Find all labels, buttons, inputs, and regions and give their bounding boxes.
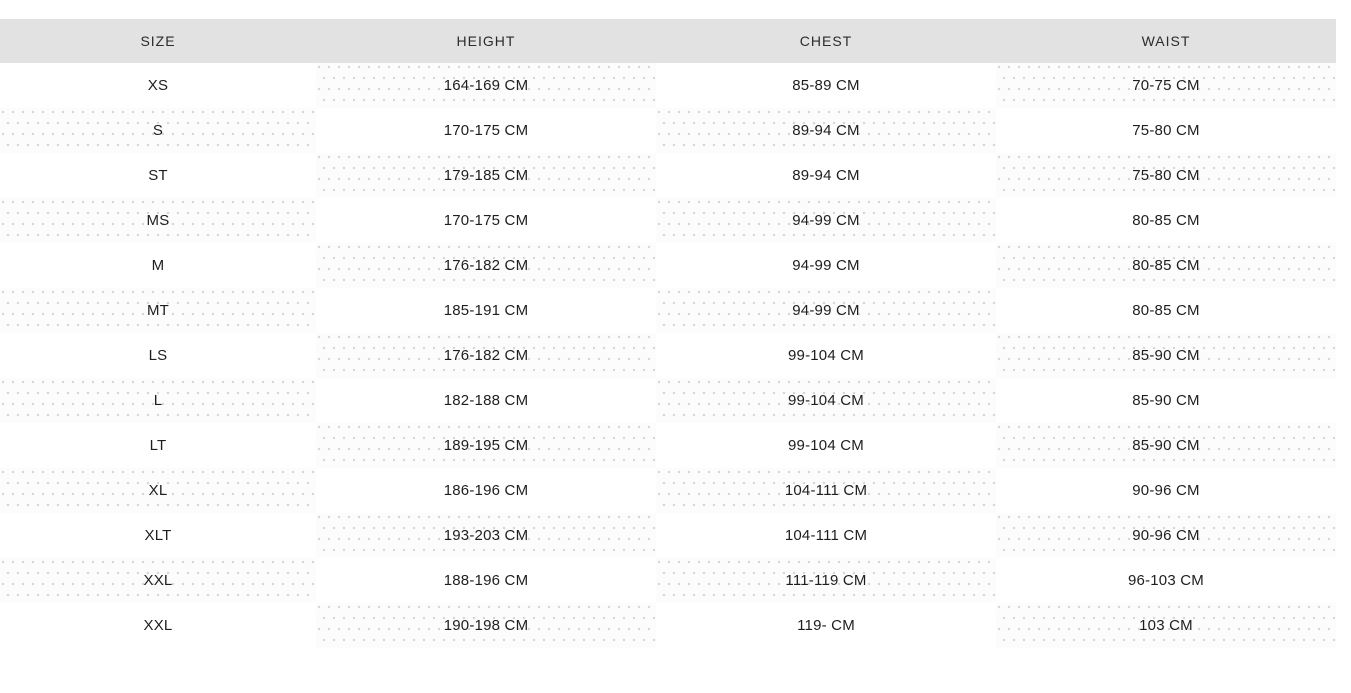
cell-chest: 85-89 CM (792, 77, 860, 94)
cell-height: 189-195 CM (316, 423, 656, 468)
column-header-chest: CHEST (799, 33, 853, 49)
size-chart-table (0, 19, 1336, 648)
cell-chest: 119- CM (797, 617, 855, 634)
cell-size: LT (149, 437, 167, 454)
cell-height: 193-203 CM (316, 513, 656, 558)
table-row (0, 243, 1336, 288)
cell-height: 188-196 CM (443, 572, 529, 589)
cell-size: LS (148, 347, 168, 364)
cell-size: M (151, 257, 165, 274)
table-row (0, 468, 1336, 513)
table-row (0, 333, 1336, 378)
cell-height: 176-182 CM (316, 333, 656, 378)
cell-chest: 89-94 CM (656, 108, 996, 153)
cell-size: XXL (0, 558, 316, 603)
cell-height: 190-198 CM (316, 603, 656, 648)
column-header-height: HEIGHT (456, 33, 516, 49)
cell-size: XL (0, 468, 316, 513)
cell-chest: 111-119 CM (656, 558, 996, 603)
cell-waist: 70-75 CM (996, 63, 1336, 108)
table-row (0, 378, 1336, 423)
table-row (0, 423, 1336, 468)
cell-waist: 85-90 CM (1132, 392, 1200, 409)
cell-height: 185-191 CM (443, 302, 529, 319)
cell-chest: 104-111 CM (656, 468, 996, 513)
cell-waist: 90-96 CM (1132, 482, 1200, 499)
column-header-size: SIZE (140, 33, 176, 49)
cell-waist: 96-103 CM (1127, 572, 1204, 589)
cell-chest: 99-104 CM (656, 378, 996, 423)
cell-height: 186-196 CM (443, 482, 529, 499)
cell-size: XXL (143, 617, 173, 634)
cell-waist: 85-90 CM (996, 423, 1336, 468)
cell-waist: 90-96 CM (996, 513, 1336, 558)
cell-height: 182-188 CM (443, 392, 529, 409)
cell-chest: 99-104 CM (787, 347, 864, 364)
cell-size: XS (147, 77, 169, 94)
table-header-row (0, 19, 1336, 63)
cell-size: L (0, 378, 316, 423)
cell-chest: 94-99 CM (656, 288, 996, 333)
cell-waist: 80-85 CM (1132, 212, 1200, 229)
cell-size: S (0, 108, 316, 153)
table-row (0, 513, 1336, 558)
cell-chest: 89-94 CM (792, 167, 860, 184)
cell-waist: 75-80 CM (1132, 122, 1200, 139)
cell-height: 170-175 CM (443, 122, 529, 139)
cell-waist: 85-90 CM (996, 333, 1336, 378)
table-body (0, 63, 1336, 648)
cell-chest: 94-99 CM (656, 198, 996, 243)
cell-height: 170-175 CM (443, 212, 529, 229)
cell-waist: 103 CM (996, 603, 1336, 648)
cell-waist: 80-85 CM (996, 243, 1336, 288)
cell-height: 176-182 CM (316, 243, 656, 288)
cell-waist: 80-85 CM (1132, 302, 1200, 319)
table-row (0, 198, 1336, 243)
cell-height: 164-169 CM (316, 63, 656, 108)
table-row (0, 558, 1336, 603)
cell-size: XLT (144, 527, 172, 544)
cell-chest: 94-99 CM (792, 257, 860, 274)
table-row (0, 63, 1336, 108)
table-row (0, 288, 1336, 333)
cell-chest: 99-104 CM (787, 437, 864, 454)
table-row (0, 108, 1336, 153)
cell-size: MT (0, 288, 316, 333)
cell-waist: 75-80 CM (996, 153, 1336, 198)
table-row (0, 603, 1336, 648)
cell-height: 179-185 CM (316, 153, 656, 198)
cell-chest: 104-111 CM (784, 527, 868, 544)
cell-size: ST (148, 167, 168, 184)
cell-size: MS (0, 198, 316, 243)
table-row (0, 153, 1336, 198)
column-header-waist: WAIST (1141, 33, 1191, 49)
